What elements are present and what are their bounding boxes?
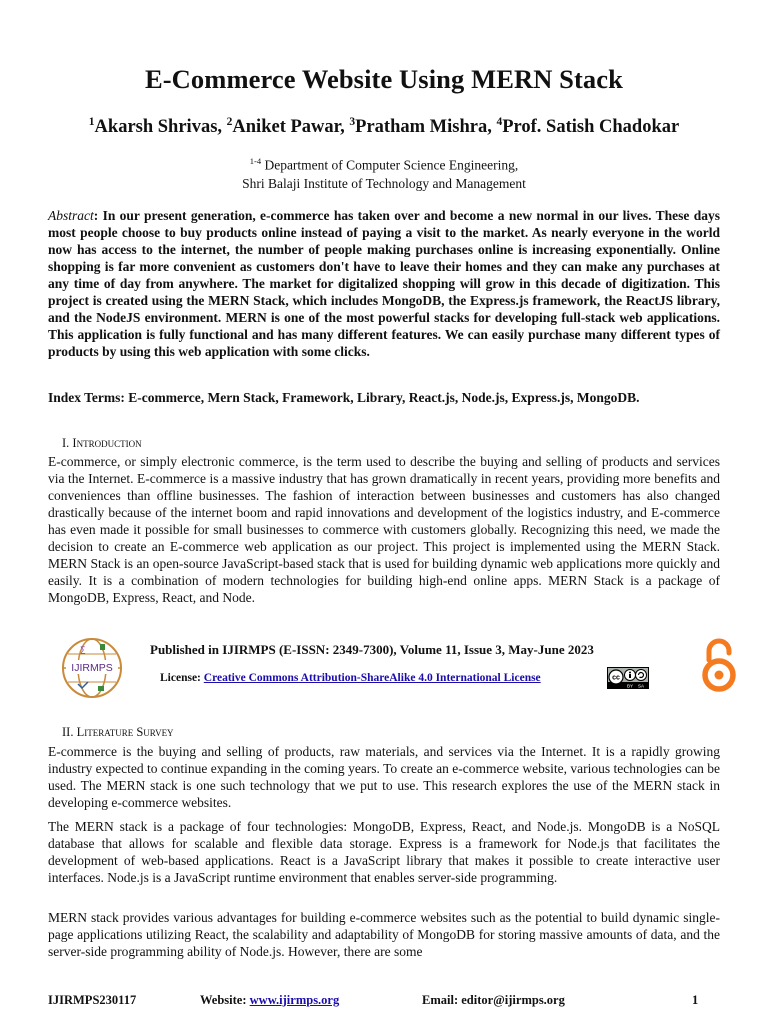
author-3-name: Pratham Mishra,	[355, 117, 497, 138]
publication-info: Published in IJIRMPS (E-ISSN: 2349-7300), Volume 11, Issue 3, May-June 2023	[150, 642, 594, 657]
page-number: 1	[692, 993, 699, 1007]
svg-text:cc: cc	[612, 674, 620, 682]
page-footer	[0, 993, 768, 1011]
footer-website	[200, 993, 339, 1008]
affiliation-institute: Shri Balaji Institute of Technology and Management	[242, 175, 526, 191]
section-heading-introduction: I. Introduction	[62, 436, 142, 450]
affiliation-department: Department of Computer Science Engineering,	[261, 157, 519, 173]
abstract-label: Abstract	[48, 208, 94, 223]
open-access-icon	[700, 636, 738, 694]
cc-by-label: BY	[626, 683, 634, 689]
cc-sa-label: SA	[637, 683, 645, 689]
author-4-number: 4	[496, 116, 503, 128]
ijirmps-logo-text: IJIRMPS	[71, 662, 113, 674]
introduction-text: E-commerce, or simply electronic commerce, is the term used to describe the buying and selling of products and services via the Internet. E-commerce is a massive industry that has grown dramatically in recent years, providing more benefits and conveniences than offline businesses. The fashion of interaction between businesses and customers has also changed drastically because of the internet boom and rapid innovations and development of the logistics industry, and E-commerce has even made it possible for small businesses to commerce with customers globally. Recognizing this need, we made the decision to create an E-commerce web application as our project. This project is implemented using the MERN Stack. MERN Stack is an open-source JavaScript-based stack that is used for building dynamic web applications more quickly and easily. It is a combination of modern technologies for building high-end online apps. MERN Stack is a package of MongoDB, Express, React, and Node.	[48, 454, 720, 605]
license-link[interactable]: Creative Commons Attribution-ShareAlike 4.0 International License	[203, 672, 541, 684]
author-2-number: 2	[226, 116, 233, 128]
affiliation	[0, 152, 768, 193]
literature-paragraph-1: E-commerce is the buying and selling of products, raw materials, and services via the Internet. It is a rapidly growing industry expected to continue expanding in the coming years. To create an e-commerce website, various technologies can be used. The MERN stack is one such technology that we put to use. This research explores the use of the MERN stack in developing e-commerce websites.	[48, 744, 720, 810]
ijirmps-logo	[60, 636, 124, 700]
paper-id: IJIRMPS230117	[48, 993, 137, 1007]
affiliation-number: 1-4	[249, 156, 262, 166]
abstract	[48, 207, 720, 360]
cc-by-sa-icon[interactable]	[607, 667, 649, 689]
literature-paragraph-3: MERN stack provides various advantages for building e-commerce websites such as the potential to build dynamic single-page applications utilizing React, the scalability and adaptability of MongoDB for storing massive amounts of data, and the server-side programming ability of Node.js. However, there are some	[48, 910, 720, 959]
abstract-text: : In our present generation, e-commerce has taken over and become a new normal in our lives. These days most people choose to buy products online instead of paying a visit to the market. As nearly everyone in the world now has access to the internet, the number of people making purchases online is increasing exponentially. Online shopping is far more convenient as customers don't have to leave their homes and they can make any purchases at any time of day from anywhere. The market for digitalized shopping will grow in this decade of digitization. This project is created using the MERN Stack, which includes MongoDB, the Express.js framework, the ReactJS library, and the NodeJS environment. MERN is one of the most powerful stacks for developing full-stack web applications. This application is fully functional and has many different features. We can easily purchase many different types of products by using this web application with some clicks.	[48, 208, 720, 359]
footer-email: Email: editor@ijirmps.org	[422, 993, 565, 1007]
website-label: Website:	[200, 993, 250, 1007]
author-4-name: Prof. Satish Chadokar	[502, 117, 680, 138]
author-3-number: 3	[349, 116, 356, 128]
svg-text:∑: ∑	[80, 645, 86, 654]
author-1-number: 1	[88, 116, 95, 128]
license-label: License:	[160, 672, 204, 684]
author-2-name: Aniket Pawar,	[232, 117, 350, 138]
author-1-name: Akarsh Shrivas,	[94, 117, 227, 138]
license-line	[160, 672, 541, 684]
section-heading-literature-survey: II. Literature Survey	[62, 725, 174, 739]
author-list	[0, 116, 768, 138]
website-link[interactable]: www.ijirmps.org	[249, 993, 340, 1007]
literature-paragraph-2: The MERN stack is a package of four technologies: MongoDB, Express, React, and Node.js. MongoDB is a NoSQL database that allows for scalable and flexible data storage. Express is a framework for Node.js that facilitates the development of web-based applications. React is a JavaScript library that makes it possible to create interactive user interfaces. Node.js is a JavaScript runtime environment that enables server-side programming.	[48, 819, 720, 885]
paper-title: E-Commerce Website Using MERN Stack	[144, 64, 623, 94]
index-terms: Index Terms: E-commerce, Mern Stack, Framework, Library, React.js, Node.js, Express.js, MongoDB.	[48, 390, 640, 405]
